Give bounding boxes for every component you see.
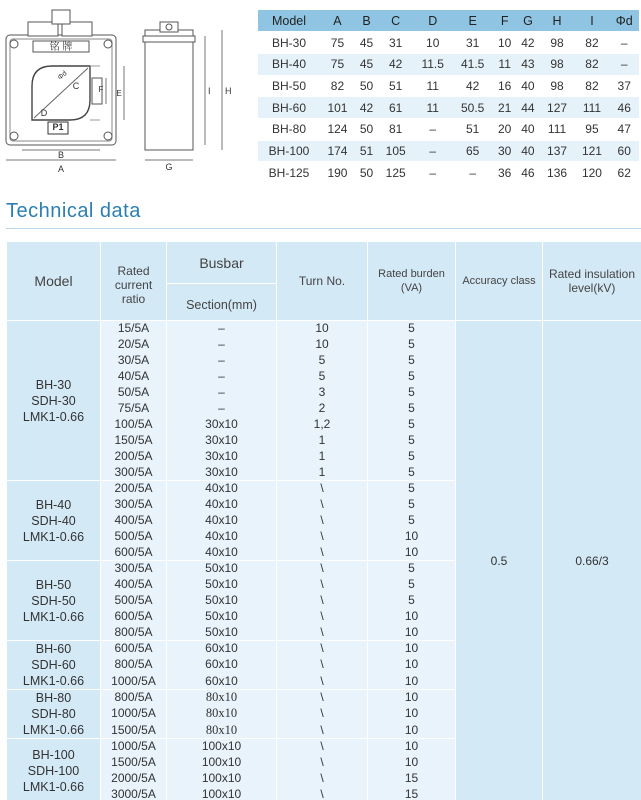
tech-header-row-1 xyxy=(7,242,641,284)
ratio-cell: 30/5A xyxy=(101,353,167,369)
dimension-value-cell: 43 xyxy=(516,53,539,75)
turn-cell: 1,2 xyxy=(277,417,368,433)
model-group-cell xyxy=(7,739,101,800)
burden-cell: 5 xyxy=(368,401,456,417)
burden-cell: 15 xyxy=(368,787,456,800)
model-name: LMK1-0.66 xyxy=(22,409,85,424)
ratio-cell: 50/5A xyxy=(101,385,167,401)
burden-cell: 5 xyxy=(368,433,456,449)
section-cell: – xyxy=(167,337,277,353)
dimensions-body xyxy=(258,32,639,184)
model-name: BH-50 xyxy=(35,577,72,592)
dimension-value-cell: 60 xyxy=(609,140,639,162)
col-header: G xyxy=(516,10,539,32)
turn-cell: \ xyxy=(277,481,368,497)
dimension-value-cell: 46 xyxy=(609,97,639,119)
burden-cell: 5 xyxy=(368,513,456,529)
turn-cell: \ xyxy=(277,513,368,529)
burden-cell: 10 xyxy=(368,722,456,738)
turn-cell: 3 xyxy=(277,385,368,401)
turn-cell: \ xyxy=(277,771,368,787)
transformer-drawing xyxy=(0,0,250,185)
dimension-value-cell: 50 xyxy=(355,75,378,97)
dimension-value-cell: 42 xyxy=(516,32,539,54)
turn-cell: \ xyxy=(277,755,368,771)
section-cell: 30x10 xyxy=(167,465,277,481)
model-name: LMK1-0.66 xyxy=(22,674,85,688)
dimension-value-cell: 82 xyxy=(320,75,355,97)
ratio-cell: 1500/5A xyxy=(101,722,167,738)
ratio-cell: 75/5A xyxy=(101,401,167,417)
burden-cell: 10 xyxy=(368,625,456,641)
turn-cell: \ xyxy=(277,641,368,657)
turn-cell: 2 xyxy=(277,401,368,417)
svg-text:H: H xyxy=(225,86,232,96)
section-cell: 40x10 xyxy=(167,497,277,513)
svg-text:G: G xyxy=(165,162,173,172)
burden-cell: 10 xyxy=(368,673,456,689)
section-cell: 80x10 xyxy=(167,722,277,738)
burden-cell: 10 xyxy=(368,545,456,561)
section-cell: 40x10 xyxy=(167,545,277,561)
col-header: E xyxy=(452,10,493,32)
dimension-value-cell: 98 xyxy=(540,75,575,97)
col-header: B xyxy=(355,10,378,32)
dimension-value-cell: – xyxy=(609,32,639,54)
ratio-cell: 15/5A xyxy=(101,321,167,337)
col-header: A xyxy=(320,10,355,32)
section-cell: – xyxy=(167,401,277,417)
dimension-value-cell: 31 xyxy=(452,32,493,54)
dimension-value-cell: 16 xyxy=(493,75,516,97)
burden-cell: 10 xyxy=(368,641,456,657)
header-insulation: Rated insulation level(kV) xyxy=(543,242,641,321)
model-name: BH-40 xyxy=(35,497,72,512)
section-cell: 50x10 xyxy=(167,609,277,625)
svg-text:D: D xyxy=(40,108,48,118)
burden-cell: 15 xyxy=(368,771,456,787)
burden-cell: 5 xyxy=(368,481,456,497)
ratio-cell: 2000/5A xyxy=(101,771,167,787)
dimension-value-cell: 82 xyxy=(575,75,610,97)
section-cell: 80x10 xyxy=(167,690,277,706)
dimension-value-cell: 65 xyxy=(452,140,493,162)
ratio-cell: 1500/5A xyxy=(101,755,167,771)
turn-cell: 1 xyxy=(277,433,368,449)
section-cell: 100x10 xyxy=(167,787,277,800)
model-name: LMK1-0.66 xyxy=(22,529,85,544)
turn-cell: \ xyxy=(277,739,368,755)
model-group-cell xyxy=(7,690,101,739)
dimension-value-cell: – xyxy=(413,162,452,184)
ratio-cell: 800/5A xyxy=(101,625,167,641)
header-model: Model xyxy=(7,242,101,321)
dimension-value-cell: 51 xyxy=(355,140,378,162)
dimension-value-cell: 45 xyxy=(355,53,378,75)
svg-text:E: E xyxy=(116,89,122,98)
section-cell: 50x10 xyxy=(167,593,277,609)
ratio-cell: 300/5A xyxy=(101,465,167,481)
turn-cell: \ xyxy=(277,529,368,545)
dimensions-row xyxy=(258,53,639,75)
model-group-cell xyxy=(7,561,101,641)
ratio-cell: 1000/5A xyxy=(101,739,167,755)
section-cell: 30x10 xyxy=(167,449,277,465)
dimension-value-cell: 42 xyxy=(452,75,493,97)
model-group-cell xyxy=(7,641,101,690)
model-name: BH-60 xyxy=(35,642,72,656)
section-cell: 30x10 xyxy=(167,417,277,433)
section-cell: 60x10 xyxy=(167,641,277,657)
col-header: Φd xyxy=(609,10,639,32)
turn-cell: 1 xyxy=(277,465,368,481)
dimension-value-cell: 136 xyxy=(540,162,575,184)
model-name: SDH-30 xyxy=(31,393,76,408)
dimensions-row xyxy=(258,97,639,119)
col-header: D xyxy=(413,10,452,32)
dimension-value-cell: 111 xyxy=(540,118,575,140)
turn-cell: 5 xyxy=(277,353,368,369)
turn-cell: \ xyxy=(277,787,368,800)
header-ratio: Rated current ratio xyxy=(101,242,167,321)
burden-cell: 5 xyxy=(368,577,456,593)
dimension-value-cell: 11.5 xyxy=(413,53,452,75)
front-view xyxy=(6,10,124,160)
model-name: BH-30 xyxy=(35,377,72,392)
col-header: C xyxy=(378,10,413,32)
model-group-cell xyxy=(7,481,101,561)
col-header: H xyxy=(540,10,575,32)
ratio-cell: 500/5A xyxy=(101,529,167,545)
dimension-model-cell: BH-125 xyxy=(258,162,320,184)
ratio-cell: 800/5A xyxy=(101,657,167,673)
dimensions-row xyxy=(258,140,639,162)
col-header: I xyxy=(575,10,610,32)
section-cell: 40x10 xyxy=(167,481,277,497)
dimensions-row xyxy=(258,75,639,97)
dimension-value-cell: – xyxy=(413,140,452,162)
dimension-value-cell: 10 xyxy=(493,32,516,54)
turn-cell: \ xyxy=(277,593,368,609)
burden-cell: 5 xyxy=(368,385,456,401)
dimension-value-cell: 40 xyxy=(516,75,539,97)
section-cell: 40x10 xyxy=(167,529,277,545)
dimension-value-cell: 81 xyxy=(378,118,413,140)
col-header: Model xyxy=(258,10,320,32)
section-cell: 40x10 xyxy=(167,513,277,529)
dimension-value-cell: 45 xyxy=(355,32,378,54)
dimension-value-cell: 20 xyxy=(493,118,516,140)
dimension-value-cell: 37 xyxy=(609,75,639,97)
dimension-value-cell: 98 xyxy=(540,32,575,54)
section-cell: 100x10 xyxy=(167,739,277,755)
header-burden: Rated burden (VA) xyxy=(368,242,456,321)
burden-cell: 10 xyxy=(368,755,456,771)
model-name: LMK1-0.66 xyxy=(22,609,85,624)
burden-cell: 5 xyxy=(368,337,456,353)
dimension-model-cell: BH-100 xyxy=(258,140,320,162)
ratio-cell: 200/5A xyxy=(101,481,167,497)
dimensions-row xyxy=(258,32,639,54)
turn-cell: \ xyxy=(277,690,368,706)
turn-cell: \ xyxy=(277,545,368,561)
ratio-cell: 1000/5A xyxy=(101,673,167,689)
dimensions-table xyxy=(258,10,639,184)
dimension-value-cell: 21 xyxy=(493,97,516,119)
ratio-cell: 300/5A xyxy=(101,561,167,577)
dimension-value-cell: 124 xyxy=(320,118,355,140)
dimension-value-cell: 125 xyxy=(378,162,413,184)
dimension-value-cell: 36 xyxy=(493,162,516,184)
section-cell: 60x10 xyxy=(167,657,277,673)
dimensions-row xyxy=(258,118,639,140)
section-cell: – xyxy=(167,385,277,401)
ratio-cell: 500/5A xyxy=(101,593,167,609)
model-name: SDH-50 xyxy=(31,593,76,608)
section-cell: 50x10 xyxy=(167,561,277,577)
burden-cell: 10 xyxy=(368,739,456,755)
burden-cell: 5 xyxy=(368,369,456,385)
section-cell: – xyxy=(167,369,277,385)
section-cell: 30x10 xyxy=(167,433,277,449)
turn-cell: 5 xyxy=(277,369,368,385)
dimensions-row xyxy=(258,162,639,184)
dimension-value-cell: 50 xyxy=(355,118,378,140)
dimension-value-cell: 10 xyxy=(413,32,452,54)
dimension-value-cell: 51 xyxy=(378,75,413,97)
table-row xyxy=(7,321,641,337)
model-name: BH-100 xyxy=(32,747,75,762)
ratio-cell: 100/5A xyxy=(101,417,167,433)
section-cell: 80x10 xyxy=(167,706,277,722)
dimension-value-cell: 95 xyxy=(575,118,610,140)
dimension-value-cell: 98 xyxy=(540,53,575,75)
svg-text:A: A xyxy=(57,164,65,174)
dimension-value-cell: 121 xyxy=(575,140,610,162)
svg-text:铭 牌: 铭 牌 xyxy=(49,42,73,53)
dimension-value-cell: 105 xyxy=(378,140,413,162)
ratio-cell: 400/5A xyxy=(101,513,167,529)
ratio-cell: 40/5A xyxy=(101,369,167,385)
burden-cell: 5 xyxy=(368,449,456,465)
turn-cell: \ xyxy=(277,561,368,577)
dimension-value-cell: 75 xyxy=(320,53,355,75)
dimension-model-cell: BH-60 xyxy=(258,97,320,119)
dimension-value-cell: 82 xyxy=(575,53,610,75)
svg-text:P1: P1 xyxy=(52,122,64,132)
dimension-value-cell: 174 xyxy=(320,140,355,162)
front-view-labels xyxy=(41,40,122,174)
dimension-value-cell: 42 xyxy=(355,97,378,119)
technical-data-table xyxy=(6,241,641,800)
dimension-value-cell: – xyxy=(413,118,452,140)
dimension-value-cell: 46 xyxy=(516,162,539,184)
ratio-cell: 3000/5A xyxy=(101,787,167,800)
model-name: LMK1-0.66 xyxy=(22,779,85,794)
burden-cell: 5 xyxy=(368,593,456,609)
dimension-value-cell: 41.5 xyxy=(452,53,493,75)
model-name: SDH-100 xyxy=(27,763,80,778)
dimension-value-cell: 82 xyxy=(575,32,610,54)
dimension-value-cell: 127 xyxy=(540,97,575,119)
model-name: SDH-40 xyxy=(31,513,76,528)
ratio-cell: 300/5A xyxy=(101,497,167,513)
model-group-cell xyxy=(7,321,101,481)
dimension-value-cell: 47 xyxy=(609,118,639,140)
turn-cell: \ xyxy=(277,577,368,593)
turn-cell: \ xyxy=(277,706,368,722)
dimension-value-cell: 11 xyxy=(493,53,516,75)
dimension-value-cell: 111 xyxy=(575,97,610,119)
dimension-value-cell: 75 xyxy=(320,32,355,54)
burden-cell: 5 xyxy=(368,561,456,577)
dimension-value-cell: 120 xyxy=(575,162,610,184)
section-cell: 100x10 xyxy=(167,755,277,771)
model-name: LMK1-0.66 xyxy=(22,723,85,737)
svg-text:I: I xyxy=(208,86,211,96)
turn-cell: \ xyxy=(277,497,368,513)
model-name: BH-80 xyxy=(35,691,72,705)
technical-data-body xyxy=(7,321,641,800)
dimension-model-cell: BH-80 xyxy=(258,118,320,140)
section-cell: 100x10 xyxy=(167,771,277,787)
section-title: Technical data xyxy=(6,200,141,222)
burden-cell: 10 xyxy=(368,706,456,722)
header-accuracy: Accuracy class xyxy=(456,242,543,321)
dimension-value-cell: 40 xyxy=(516,118,539,140)
dimension-value-cell: 31 xyxy=(378,32,413,54)
turn-cell: \ xyxy=(277,657,368,673)
dimension-value-cell: 11 xyxy=(413,75,452,97)
ratio-cell: 600/5A xyxy=(101,641,167,657)
ratio-cell: 600/5A xyxy=(101,609,167,625)
ratio-cell: 400/5A xyxy=(101,577,167,593)
header-busbar: Busbar xyxy=(167,242,277,284)
ratio-cell: 200/5A xyxy=(101,449,167,465)
burden-cell: 5 xyxy=(368,497,456,513)
ratio-cell: 1000/5A xyxy=(101,706,167,722)
turn-cell: \ xyxy=(277,609,368,625)
section-cell: 50x10 xyxy=(167,625,277,641)
section-cell: 60x10 xyxy=(167,673,277,689)
section-cell: – xyxy=(167,321,277,337)
turn-cell: \ xyxy=(277,722,368,738)
dimension-value-cell: 137 xyxy=(540,140,575,162)
dimension-value-cell: 50 xyxy=(355,162,378,184)
turn-cell: 10 xyxy=(277,337,368,353)
dimension-value-cell: 11 xyxy=(413,97,452,119)
dimension-value-cell: 61 xyxy=(378,97,413,119)
dimension-value-cell: 40 xyxy=(516,140,539,162)
burden-cell: 5 xyxy=(368,353,456,369)
burden-cell: 10 xyxy=(368,690,456,706)
ratio-cell: 150/5A xyxy=(101,433,167,449)
svg-text:Φd: Φd xyxy=(56,70,69,82)
section-heading xyxy=(6,200,641,232)
dimension-value-cell: 30 xyxy=(493,140,516,162)
burden-cell: 10 xyxy=(368,657,456,673)
section-divider xyxy=(6,228,641,229)
ratio-cell: 600/5A xyxy=(101,545,167,561)
dimension-model-cell: BH-30 xyxy=(258,32,320,54)
col-header: F xyxy=(493,10,516,32)
ratio-cell: 800/5A xyxy=(101,690,167,706)
dimension-value-cell: 50.5 xyxy=(452,97,493,119)
dimension-model-cell: BH-40 xyxy=(258,53,320,75)
burden-cell: 5 xyxy=(368,321,456,337)
dimensions-header-row xyxy=(258,10,639,32)
turn-cell: \ xyxy=(277,673,368,689)
turn-cell: \ xyxy=(277,625,368,641)
svg-text:B: B xyxy=(57,150,65,160)
dimension-value-cell: 190 xyxy=(320,162,355,184)
section-cell: – xyxy=(167,353,277,369)
dimension-value-cell: – xyxy=(452,162,493,184)
svg-text:F: F xyxy=(98,85,104,94)
burden-cell: 5 xyxy=(368,465,456,481)
dimension-value-cell: 101 xyxy=(320,97,355,119)
dimension-value-cell: – xyxy=(609,53,639,75)
header-section: Section(mm) xyxy=(167,284,277,321)
model-name: SDH-80 xyxy=(31,707,76,721)
dimension-value-cell: 42 xyxy=(378,53,413,75)
dimension-value-cell: 44 xyxy=(516,97,539,119)
turn-cell: 1 xyxy=(277,449,368,465)
ratio-cell: 20/5A xyxy=(101,337,167,353)
burden-cell: 5 xyxy=(368,417,456,433)
burden-cell: 10 xyxy=(368,609,456,625)
burden-cell: 10 xyxy=(368,529,456,545)
header-turn: Turn No. xyxy=(277,242,368,321)
svg-text:C: C xyxy=(72,81,80,91)
dimension-value-cell: 51 xyxy=(452,118,493,140)
model-name: SDH-60 xyxy=(31,658,76,672)
dimension-value-cell: 62 xyxy=(609,162,639,184)
insulation-level-cell: 0.66/3 xyxy=(543,321,641,800)
accuracy-class-cell: 0.5 xyxy=(456,321,543,800)
section-cell: 50x10 xyxy=(167,577,277,593)
turn-cell: 10 xyxy=(277,321,368,337)
dimension-model-cell: BH-50 xyxy=(258,75,320,97)
